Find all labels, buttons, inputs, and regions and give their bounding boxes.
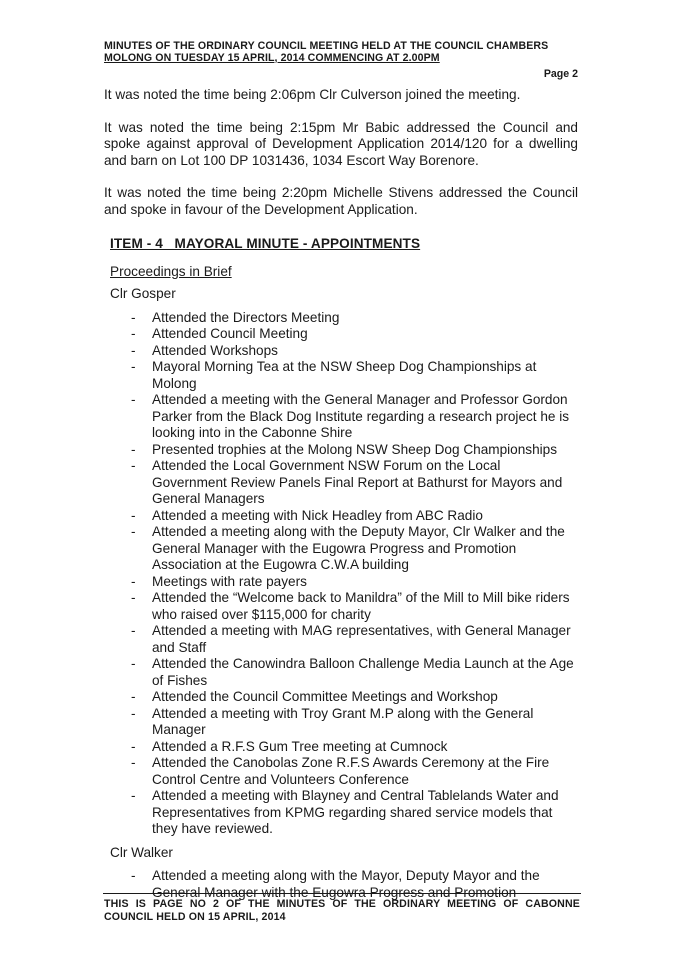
page-header [104,40,580,64]
list-item: - Attended a meeting with the General Manager and Professor Gordon Parker from the Black Dog Institute regarding a research project he is looking into in the Cabonne Shire [152,392,578,442]
document-body [104,87,578,908]
page-number: Page 2 [543,68,578,80]
minutes-title-line1: MINUTES OF THE ORDINARY COUNCIL MEETING HELD AT THE COUNCIL CHAMBERS [104,40,549,52]
page-footer: THIS IS PAGE NO 2 OF THE MINUTES OF THE ORDINARY MEETING OF CABONNE COUNCIL HELD ON 15 APRIL, 2014 [104,898,580,923]
paragraph-stivens: It was noted the time being 2:20pm Michelle Stivens addressed the Council and spoke in favour of the Development Application. [104,185,578,217]
walker-activity-list [104,868,578,901]
list-item: - Attended a meeting along with the Mayor, Deputy Mayor and the General Manager with the Eugowra Progress and Promotion [152,868,578,901]
list-item: - Attended a meeting along with the Deputy Mayor, Clr Walker and the General Manager with the Eugowra Progress and Promotion Association at the Eugowra C.W.A building [152,524,578,574]
minutes-title [104,40,580,64]
list-item: - Attended a meeting with Nick Headley from ABC Radio [152,508,578,525]
list-item: - Attended a meeting with Blayney and Central Tablelands Water and Representatives from KPMG regarding shared service models that they have reviewed. [152,788,578,838]
councillor-walker-name: Clr Walker [110,844,173,860]
list-item: - Attended the Canobolas Zone R.F.S Awards Ceremony at the Fire Control Centre and Volunteers Conference [152,755,578,788]
list-item: - Meetings with rate payers [152,574,578,591]
item-heading: ITEM - 4 MAYORAL MINUTE - APPOINTMENTS [110,236,421,251]
list-item: - Attended Council Meeting [152,326,578,343]
paragraph-babic: It was noted the time being 2:15pm Mr Babic addressed the Council and spoke against approval of Development Application 2014/120 for a dwelling and barn on Lot 100 DP 1031436, 1034 Escort Way Borenore. [104,119,578,168]
list-item: - Mayoral Morning Tea at the NSW Sheep Dog Championships at Molong [152,359,578,392]
proceedings-heading: Proceedings in Brief [110,263,232,279]
list-item: - Attended the Directors Meeting [152,310,578,327]
list-item: - Attended the Canowindra Balloon Challenge Media Launch at the Age of Fishes [152,656,578,689]
footer-divider [103,893,581,894]
paragraph-culverson: It was noted the time being 2:06pm Clr Culverson joined the meeting. [104,87,521,102]
list-item: - Attended the Council Committee Meetings and Workshop [152,689,578,706]
councillor-gosper-name: Clr Gosper [110,286,176,301]
list-item: - Presented trophies at the Molong NSW Sheep Dog Championships [152,442,578,459]
list-item: - Attended a meeting with MAG representatives, with General Manager and Staff [152,623,578,656]
list-item: - Attended Workshops [152,343,578,360]
minutes-title-line2: MOLONG ON TUESDAY 15 APRIL, 2014 COMMENCING AT 2.00PM [104,52,440,64]
gosper-activity-list [104,310,578,838]
list-item: - Attended a meeting with Troy Grant M.P along with the General Manager [152,706,578,739]
list-item: - Attended a R.F.S Gum Tree meeting at Cumnock [152,739,578,756]
list-item: - Attended the “Welcome back to Manildra” of the Mill to Mill bike riders who raised over $115,000 for charity [152,590,578,623]
list-item: - Attended the Local Government NSW Forum on the Local Government Review Panels Final Report at Bathurst for Mayors and General Managers [152,458,578,508]
